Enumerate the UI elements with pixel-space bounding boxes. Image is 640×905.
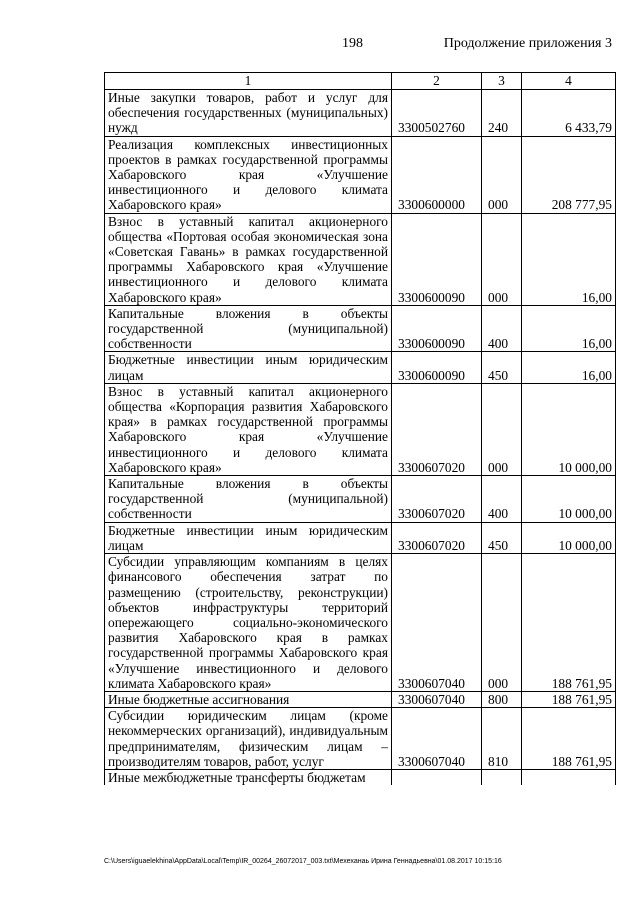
column-number-1: 1 [105, 73, 392, 90]
table-row [105, 554, 616, 692]
row-amount-cell: 10 000,00 [522, 383, 616, 475]
row-type-cell: 000 [482, 554, 522, 692]
row-type-cell: 450 [482, 522, 522, 553]
row-amount-cell: 188 761,95 [522, 691, 616, 707]
row-amount-cell: 10 000,00 [522, 522, 616, 553]
row-code-cell: 3300600090 [392, 213, 482, 305]
row-code-cell: 3300502760 [392, 90, 482, 137]
row-code-cell: 3300607040 [392, 708, 482, 770]
column-number-4: 4 [522, 73, 616, 90]
row-code-cell: 3300600090 [392, 352, 482, 383]
row-amount-cell: 16,00 [522, 305, 616, 352]
row-type-cell: 800 [482, 691, 522, 707]
table-row [105, 305, 616, 352]
row-type-cell: 000 [482, 383, 522, 475]
table-row [105, 383, 616, 475]
row-type-cell: 810 [482, 708, 522, 770]
table-row [105, 136, 616, 213]
column-number-row [105, 73, 616, 90]
table-row [105, 691, 616, 707]
row-name-cell: Капитальные вложения в объекты государственной (муниципальной) собственности [105, 476, 392, 523]
row-name-cell: Взнос в уставный капитал акционерного общества «Корпорация развития Хабаровского края» в рамках государственной программы Хабаровского края «Улучшение инвестиционного и делового климата Хабаровского края» [105, 383, 392, 475]
row-name-cell: Бюджетные инвестиции иным юридическим лицам [105, 522, 392, 553]
row-amount-cell: 10 000,00 [522, 476, 616, 523]
row-amount-cell: 188 761,95 [522, 708, 616, 770]
row-name-cell: Субсидии юридическим лицам (кроме некоммерческих организаций), индивидуальным предпринимателям, физическим лицам – производителям товаров, работ, услуг [105, 708, 392, 770]
row-name-cell: Иные закупки товаров, работ и услуг для обеспечения государственных (муниципальных) нужд [105, 90, 392, 137]
row-code-cell: 3300607040 [392, 691, 482, 707]
row-code-cell: 3300607020 [392, 383, 482, 475]
file-path-footer: C:\Users\iguaelekhina\AppData\Local\Temp\IR_00264_26072017_003.txt\Мехеханаь Ирина Геннадьевна\01.08.2017 10:15:16 [104, 858, 502, 865]
column-number-3: 3 [482, 73, 522, 90]
row-type-cell: 450 [482, 352, 522, 383]
row-amount-cell: 16,00 [522, 213, 616, 305]
row-type-cell: 000 [482, 213, 522, 305]
row-code-cell [392, 769, 482, 785]
row-type-cell: 000 [482, 136, 522, 213]
budget-table [104, 72, 616, 785]
row-name-cell: Капитальные вложения в объекты государственной (муниципальной) собственности [105, 305, 392, 352]
row-code-cell: 3300607020 [392, 476, 482, 523]
row-name-cell: Иные бюджетные ассигнования [105, 691, 392, 707]
row-code-cell: 3300607020 [392, 522, 482, 553]
page-number: 198 [342, 36, 363, 51]
table-row [105, 769, 616, 785]
row-type-cell: 400 [482, 305, 522, 352]
table-row [105, 708, 616, 770]
row-name-cell: Реализация комплексных инвестиционных проектов в рамках государственной программы Хабаровского края «Улучшение инвестиционного и делового климата Хабаровского края» [105, 136, 392, 213]
row-amount-cell: 188 761,95 [522, 554, 616, 692]
row-type-cell: 400 [482, 476, 522, 523]
row-code-cell: 3300600090 [392, 305, 482, 352]
table-row [105, 213, 616, 305]
row-code-cell: 3300600000 [392, 136, 482, 213]
row-name-cell: Субсидии управляющим компаниям в целях финансового обеспечения затрат по размещению (строительству, реконструкции) объектов инфраструктуры территорий опережающего социально-экономического развития Хабаровского края в рамках государственной программы Хабаровского края «Улучшение инвестиционного и делового климата Хабаровского края» [105, 554, 392, 692]
row-type-cell: 240 [482, 90, 522, 137]
budget-table-body [105, 73, 616, 786]
table-row [105, 90, 616, 137]
row-amount-cell: 208 777,95 [522, 136, 616, 213]
column-number-2: 2 [392, 73, 482, 90]
appendix-continuation-note: Продолжение приложения 3 [443, 36, 612, 51]
row-amount-cell: 6 433,79 [522, 90, 616, 137]
row-amount-cell [522, 769, 616, 785]
row-name-cell: Бюджетные инвестиции иным юридическим лицам [105, 352, 392, 383]
table-row [105, 476, 616, 523]
page-header [0, 36, 640, 56]
table-row [105, 352, 616, 383]
row-name-cell: Иные межбюджетные трансферты бюджетам [105, 769, 392, 785]
row-type-cell [482, 769, 522, 785]
row-name-cell: Взнос в уставный капитал акционерного общества «Портовая особая экономическая зона «Советская Гавань» в рамках государственной программы Хабаровского края «Улучшение инвестиционного и делового климата Хабаровского края» [105, 213, 392, 305]
table-row [105, 522, 616, 553]
row-code-cell: 3300607040 [392, 554, 482, 692]
row-amount-cell: 16,00 [522, 352, 616, 383]
